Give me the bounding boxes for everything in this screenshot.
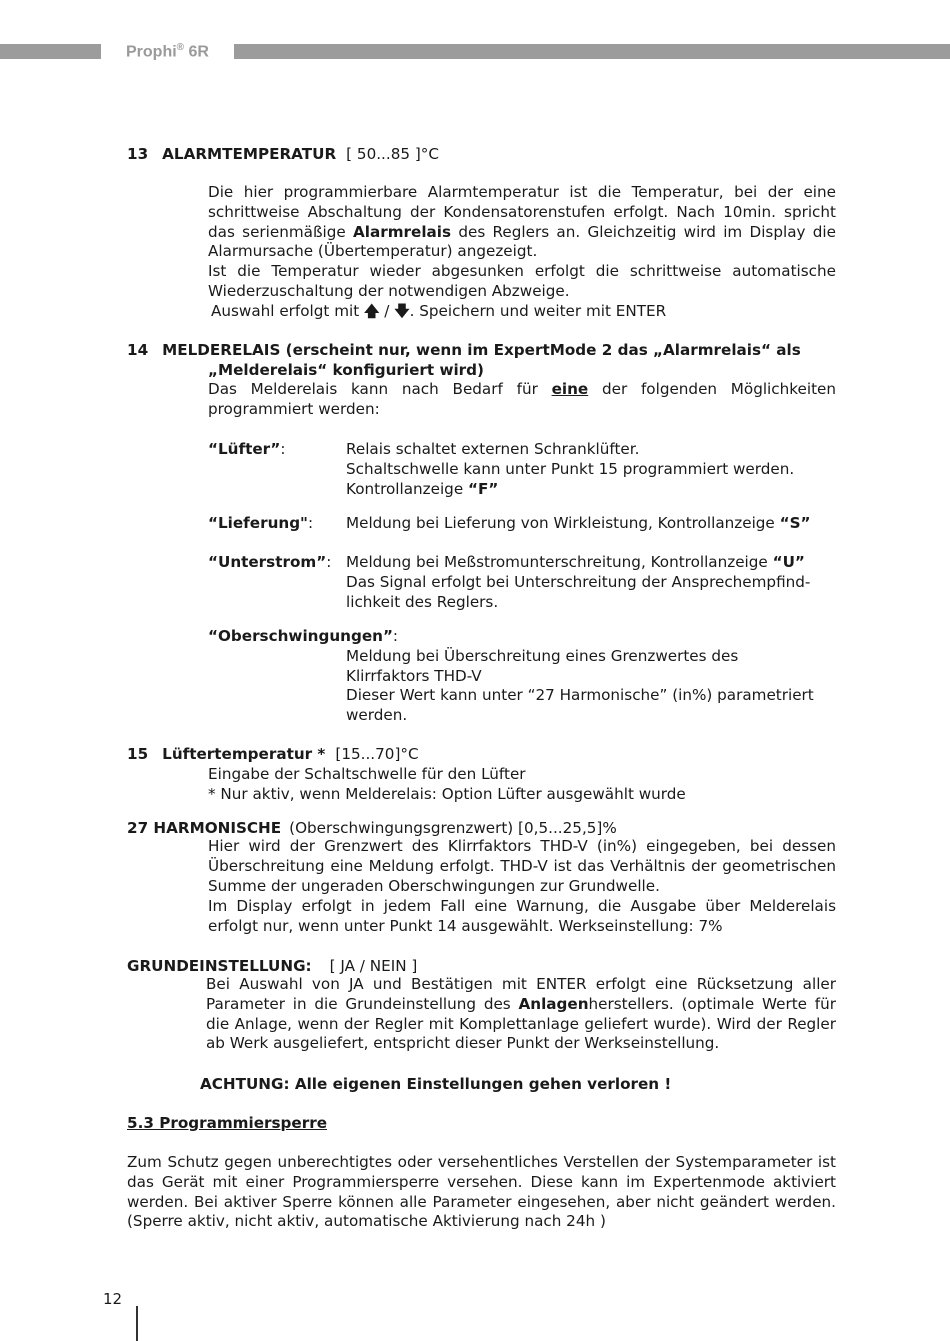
- section-5-3-heading: 5.3 Programmiersperre: [127, 1114, 327, 1132]
- option-oberschwingungen-line-2: Klirrfaktors THD-V: [346, 667, 482, 685]
- grundeinstellung-paragraph: Bei Auswahl von JA und Bestätigen mit ENTER erfolgt eine Rücksetzung aller Parameter in die Grundeinstellung des Anlagenherstellers. (optimale Werte für die Anlage, wenn der Regler mit Komplettanlage geliefert wurde). Wird der Regler ab Werk ausgeliefert, entspricht dieser Punkt der Werkseinstellung.: [206, 975, 836, 1053]
- option-oberschwingungen-line-4: werden.: [346, 706, 408, 724]
- grundeinstellung-warning: ACHTUNG: Alle eigenen Einstellungen gehen verloren !: [200, 1075, 672, 1093]
- footer-rule: [136, 1306, 138, 1341]
- section-14-intro: Das Melderelais kann nach Bedarf für eine der folgenden Möglichkeiten programmiert werden:: [208, 380, 836, 418]
- section-13-heading: 13 ALARMTEMPERATUR [ 50...85 ]°C: [127, 145, 439, 163]
- section-14-heading: 14 MELDERELAIS (erscheint nur, wenn im ExpertMode 2 das „Alarmrelais“ als: [127, 341, 801, 359]
- option-unterstrom-line-3: lichkeit des Reglers.: [346, 593, 499, 611]
- header-bar-right: [234, 44, 950, 59]
- option-oberschwingungen-line-1: Meldung bei Überschreitung eines Grenzwertes des: [346, 647, 739, 665]
- option-luefter-line-3: Kontrollanzeige “F”: [346, 480, 499, 498]
- section-14-heading-cont: „Melderelais“ konfiguriert wird): [208, 361, 484, 379]
- option-unterstrom-line-1: Meldung bei Meßstromunterschreitung, Kontrollanzeige “U”: [346, 553, 805, 571]
- section-27-heading: 27 HARMONISCHE (Oberschwingungsgrenzwert) [0,5...25,5]%: [127, 819, 617, 837]
- section-15-line-2: * Nur aktiv, wenn Melderelais: Option Lüfter ausgewählt wurde: [208, 785, 686, 803]
- section-15-heading: 15 Lüftertemperatur * [15...70]°C: [127, 745, 419, 763]
- option-lieferung-line-1: Meldung bei Lieferung von Wirkleistung, Kontrollanzeige “S”: [346, 514, 811, 532]
- option-luefter-term: “Lüfter”:: [208, 440, 286, 458]
- option-luefter-line-2: Schaltschwelle kann unter Punkt 15 programmiert werden.: [346, 460, 795, 478]
- section-13-paragraph-1: Die hier programmierbare Alarmtemperatur ist die Temperatur, bei der eine schrittweise Abschaltung der Kondensatorenstufen erfolgt. Nach 10min. spricht das serienmäßige Alarmrelais des Reglers an. Gleichzeitig wird im Display die Alarmursache (Übertemperatur) angezeigt.: [208, 183, 836, 261]
- option-luefter-line-1: Relais schaltet externen Schranklüfter.: [346, 440, 640, 458]
- arrow-down-icon: 🡇: [394, 302, 410, 320]
- header-title: Prophi® 6R: [126, 42, 209, 61]
- option-lieferung-term: “Lieferung":: [208, 514, 314, 532]
- option-unterstrom-term: “Unterstrom”:: [208, 553, 332, 571]
- section-13-paragraph-2: Ist die Temperatur wieder abgesunken erfolgt die schrittweise automatische Wiederzuschaltung der notwendigen Abzweige.: [208, 262, 836, 300]
- section-27-paragraph-2: Im Display erfolgt in jedem Fall eine Warnung, die Ausgabe über Melderelais erfolgt nur, wenn unter Punkt 14 ausgewählt. Werkseinstellung: 7%: [208, 897, 836, 935]
- grundeinstellung-heading: GRUNDEINSTELLUNG: [ JA / NEIN ]: [127, 957, 418, 975]
- section-5-3-paragraph: Zum Schutz gegen unberechtigtes oder versehentliches Verstellen der Systemparameter ist das Gerät mit einer Programmiersperre versehen. Diese kann im Expertenmode aktiviert werden. Bei aktiver Sperre können alle Parameter eingesehen, aber nicht geändert werden. (Sperre aktiv, nicht aktiv, automatische Aktivierung nach 24h ): [127, 1153, 836, 1231]
- option-unterstrom-line-2: Das Signal erfolgt bei Unterschreitung der Ansprechempfind-: [346, 573, 811, 591]
- arrow-up-icon: 🡅: [364, 302, 380, 320]
- page-number: 12: [103, 1290, 123, 1308]
- section-15-line-1: Eingabe der Schaltschwelle für den Lüfter: [208, 765, 526, 783]
- section-13-selection-hint: Auswahl erfolgt mit 🡅 / 🡇. Speichern und weiter mit ENTER: [211, 302, 667, 320]
- section-27-paragraph-1: Hier wird der Grenzwert des Klirrfaktors THD-V (in%) eingegeben, bei dessen Überschreitung eine Meldung erfolgt. THD-V ist das Verhältnis der geometrischen Summe der ungeraden Oberschwingungen zur Grundwelle.: [208, 837, 836, 895]
- header-bar-left: [0, 44, 101, 59]
- option-oberschwingungen-line-3: Dieser Wert kann unter “27 Harmonische” (in%) parametriert: [346, 686, 814, 704]
- option-oberschwingungen-term: “Oberschwingungen”:: [208, 627, 399, 645]
